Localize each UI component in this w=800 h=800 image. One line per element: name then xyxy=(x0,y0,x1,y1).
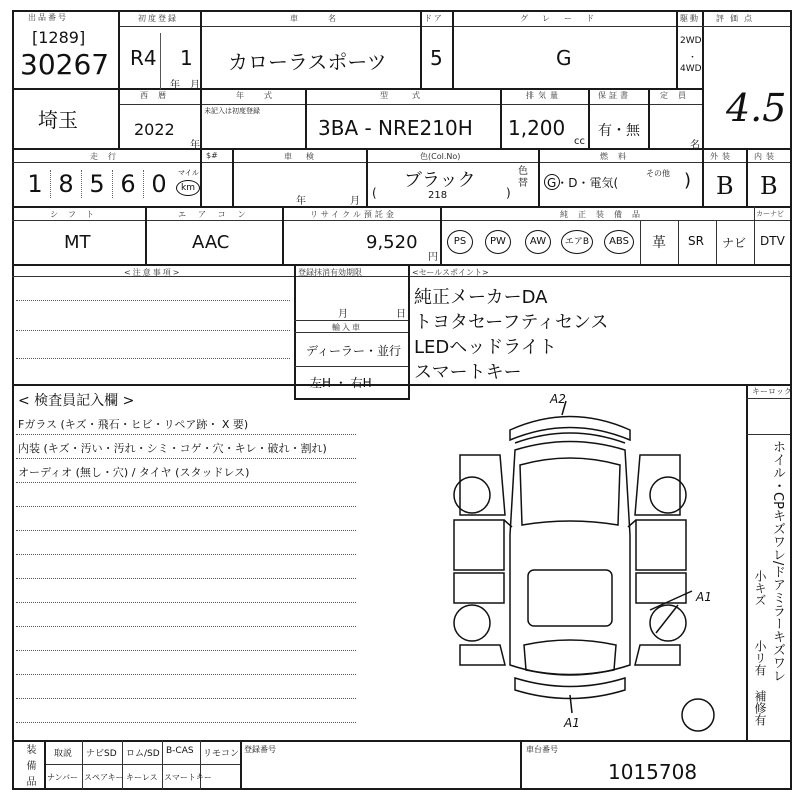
notice-line-2 xyxy=(16,330,290,331)
car-hood xyxy=(520,458,620,525)
exterior-label: 外装 xyxy=(710,152,734,161)
door-label: ドア xyxy=(424,14,444,23)
chassis-label: 車台番号 xyxy=(526,745,558,754)
first-reg-era: R4 xyxy=(130,46,157,70)
inspector-title: < 検査員記入欄 > xyxy=(18,393,135,409)
r3-v5 xyxy=(702,148,704,206)
equip-pw xyxy=(485,230,511,254)
footer-item: ナンバー xyxy=(47,773,79,782)
mileage-digit: 1 xyxy=(20,170,51,198)
frame-right xyxy=(790,10,792,790)
mid-box-line3 xyxy=(294,366,408,367)
diagram-mark-a1-right: A1 xyxy=(696,590,712,604)
year-label: 西暦 xyxy=(140,91,176,100)
footer-v1 xyxy=(44,740,46,790)
color-paren-open: ( xyxy=(372,186,377,200)
footer-item: キーレス xyxy=(126,773,158,782)
equip-navi: ナビ xyxy=(722,236,747,250)
model: 3BA - NRE210H xyxy=(318,116,473,140)
footer-v6 xyxy=(240,740,242,790)
footer-side-label: 装備品 xyxy=(24,744,35,792)
r1-v5 xyxy=(676,10,678,90)
capacity-label: 定員 xyxy=(660,91,696,100)
inspector-line-3: オーディオ (無し・穴) / タイヤ (スタッドレス) xyxy=(18,466,250,479)
equip-pw-text: PW xyxy=(490,236,506,247)
rating-header-line xyxy=(702,26,790,27)
chassis-no: 1015708 xyxy=(608,760,698,784)
wheel-rear-right xyxy=(650,605,686,641)
equip-ps-text: PS xyxy=(453,236,467,247)
right-rear-door xyxy=(636,573,686,603)
insp-dot-5 xyxy=(16,530,356,531)
r1-v2 xyxy=(200,10,202,90)
sales-point-4: スマートキー xyxy=(414,362,522,383)
notice-line-3 xyxy=(16,358,290,359)
km-circle xyxy=(176,180,200,196)
exhibit-label: 出品番号 xyxy=(28,13,68,22)
insp-dot-12 xyxy=(16,698,356,699)
front-bumper xyxy=(510,417,630,441)
row1-header-line xyxy=(120,26,702,27)
r4-v4 xyxy=(640,220,641,264)
mileage-digit: 8 xyxy=(51,170,82,198)
equip-sr: SR xyxy=(688,234,704,248)
frame-top xyxy=(12,10,792,12)
ac: AAC xyxy=(192,232,230,253)
mile-label: マイル xyxy=(178,169,199,177)
fuel: G・D・電気( xyxy=(547,176,619,190)
ac-label: エアコン xyxy=(178,210,258,219)
drive-dot: ・ xyxy=(688,53,698,63)
equipment-label: 純正装備品 xyxy=(560,210,650,219)
car-trunk xyxy=(524,640,616,675)
reg-no-label: 登録番号 xyxy=(244,745,276,754)
right-fender xyxy=(635,455,680,515)
right-front-door xyxy=(636,520,686,570)
r1-v4 xyxy=(452,10,454,90)
fuel-close: ) xyxy=(684,170,692,191)
r4-v3 xyxy=(440,206,442,264)
color: ブラック xyxy=(404,170,476,191)
equip-ps xyxy=(447,230,473,254)
grade: G xyxy=(556,46,572,70)
insp-dot-2 xyxy=(16,458,356,459)
diagram-mark-a2: A2 xyxy=(550,392,566,406)
footer-v7 xyxy=(520,740,522,790)
cc-unit: cc xyxy=(574,136,585,147)
displacement: 1,200 xyxy=(508,116,566,140)
shift: MT xyxy=(64,232,91,253)
r1-v3 xyxy=(420,10,422,90)
r3-v1 xyxy=(200,148,202,206)
km-label: km xyxy=(181,183,195,193)
footer-item: リモコン xyxy=(203,749,240,759)
inspector-line-2: 内装 (キズ・汚い・汚れ・シミ・コゲ・穴・キレ・破れ・割れ) xyxy=(18,442,327,455)
r2-v6 xyxy=(648,88,650,148)
right-quarter xyxy=(635,645,680,665)
reg-divider xyxy=(160,33,161,89)
year-unit: 年 xyxy=(170,80,180,91)
exterior-grade: B xyxy=(716,172,734,200)
rating-label: 評価点 xyxy=(716,14,758,23)
insp-dot-8 xyxy=(16,602,356,603)
frame-bottom xyxy=(12,788,792,790)
left-fender xyxy=(460,455,505,515)
footer-v4 xyxy=(162,740,163,790)
keylock-label: キーロック xyxy=(752,387,792,396)
notice-label: <注意事項> xyxy=(124,268,182,277)
equip-airbag xyxy=(561,230,593,254)
equip-aw-text: AW xyxy=(529,236,547,247)
expiry-month: 月 xyxy=(338,309,348,320)
insp-dot-6 xyxy=(16,554,356,555)
side-note-3: 小リ有 xyxy=(753,640,767,676)
r2-v4 xyxy=(500,88,502,148)
r1-v6 xyxy=(702,10,704,150)
row2-bottom xyxy=(12,148,790,150)
region: 埼玉 xyxy=(38,108,78,132)
r3-v6 xyxy=(746,148,748,206)
keylock-h xyxy=(746,398,790,399)
side-note-4: 補修有 xyxy=(753,690,767,726)
insp-dot-1 xyxy=(16,434,356,435)
color-change xyxy=(518,166,530,190)
shift-label: シフト xyxy=(50,210,104,219)
keylock-v xyxy=(746,384,748,742)
insp-dot-9 xyxy=(16,626,356,627)
rating: 4.5 xyxy=(726,86,787,130)
mileage-label: 走行 xyxy=(90,152,126,161)
inspector-line-1: Fガラス (キズ・飛石・ヒビ・リペア跡・ X 要) xyxy=(18,418,249,431)
damage-mark-slash xyxy=(656,605,678,633)
equip-leather: 革 xyxy=(652,235,666,251)
expiry-day: 日 xyxy=(396,309,406,320)
mid-box-line1 xyxy=(294,320,408,321)
sales-point-1: 純正メーカーDA xyxy=(414,287,548,308)
mileage-digit: 6 xyxy=(113,170,144,198)
footer-top xyxy=(12,740,790,742)
mid-box-bottom xyxy=(294,398,410,400)
insp-dot-10 xyxy=(16,650,356,651)
recycle-label: リサイクル預託金 xyxy=(310,210,397,219)
expiry-label: 登録抹消有効期限 xyxy=(298,268,362,277)
mid-v2 xyxy=(408,264,410,400)
sales-point-3: LEDヘッドライト xyxy=(414,337,557,358)
first-reg-label: 初度登録 xyxy=(138,14,178,23)
color-change-text: 色替 xyxy=(518,166,528,189)
r2-v1 xyxy=(118,88,120,148)
grade-label: グレード xyxy=(520,14,608,23)
car-damage-diagram xyxy=(420,395,720,735)
insp-year-unit: 年 xyxy=(296,196,306,207)
yen-unit: 円 xyxy=(428,252,438,263)
car-roof xyxy=(528,570,612,626)
insp-dot-13 xyxy=(16,722,356,723)
warranty: 有・無 xyxy=(598,123,640,139)
insp-dot-7 xyxy=(16,578,356,579)
interior-grade: B xyxy=(760,172,778,200)
insp-month-unit: 月 xyxy=(350,196,360,207)
car-name: カローラスポーツ xyxy=(228,50,387,74)
row2-header-line xyxy=(120,104,702,105)
left-rear-door xyxy=(454,573,504,603)
color-no: 218 xyxy=(428,190,448,201)
handle-value: 左H ・ 右H xyxy=(310,376,372,390)
mileage-digit: 0 xyxy=(151,170,167,198)
r4-v7 xyxy=(754,206,755,264)
left-quarter xyxy=(460,645,505,665)
notice-line-1 xyxy=(16,300,290,301)
lot-sub: [1289] xyxy=(32,28,86,47)
color-paren-close: ) xyxy=(506,186,511,200)
r2-v3 xyxy=(305,88,307,148)
r1-v1 xyxy=(118,10,120,90)
person-unit: 名 xyxy=(690,140,700,151)
r2-v2 xyxy=(200,88,202,148)
footer-item: スペアキー xyxy=(84,773,124,782)
left-front-door xyxy=(454,520,504,570)
insp-dot-3 xyxy=(16,482,356,483)
insp-dot-11 xyxy=(16,674,356,675)
mid-bottom xyxy=(12,384,790,386)
side-note-main: ホイル・CPキズワレ/ドアミラーキズワレ xyxy=(770,440,785,683)
keylock-h2 xyxy=(746,434,790,435)
diagram-mark-a1-bottom: A1 xyxy=(564,716,580,730)
equip-dtv: DTV xyxy=(760,234,785,248)
year-unit-2: 年 xyxy=(190,140,200,151)
mileage-digits xyxy=(20,170,174,198)
car-name-label: 車名 xyxy=(290,14,366,23)
damage-mark-a1-bottom xyxy=(570,695,572,713)
r3-v4 xyxy=(538,148,540,206)
footer-item: ナビSD xyxy=(86,749,117,759)
footer-v2 xyxy=(82,740,83,790)
insp-dot-4 xyxy=(16,506,356,507)
fuel-other: その他 xyxy=(646,169,670,178)
footer-item: ロム/SD xyxy=(126,749,160,759)
footer-item: スマートキー xyxy=(164,773,212,782)
drive-label: 駆動 xyxy=(680,14,700,23)
equip-aw xyxy=(525,230,551,254)
fuel-label: 燃料 xyxy=(600,152,636,161)
r4-v6 xyxy=(716,220,717,264)
model-year-label: 年式 xyxy=(236,91,292,100)
color-label: 色(Col.No) xyxy=(420,152,461,161)
row4-bottom xyxy=(12,264,790,266)
row4-header-line xyxy=(12,220,790,221)
r4-v5 xyxy=(678,220,679,264)
r2-v5 xyxy=(588,88,590,148)
model-year-note: 未記入は初度登録 xyxy=(204,107,260,115)
first-reg-month: 1 xyxy=(180,46,193,70)
footer-mid xyxy=(44,764,240,765)
equip-airbag-text: エアB xyxy=(564,237,590,247)
side-note-2: 小キズ xyxy=(753,570,767,606)
footer-item: B-CAS xyxy=(166,746,194,756)
sales-label: <セールスポイント> xyxy=(412,268,489,277)
footer-item: 取説 xyxy=(54,749,73,759)
lot-number: 30267 xyxy=(20,48,110,81)
import-value: ディーラー・並行 xyxy=(306,344,402,358)
drive-4wd: 4WD xyxy=(680,64,702,74)
carnavi-label: カーナビ xyxy=(756,210,784,218)
r3-v2 xyxy=(232,148,234,206)
r3-v3 xyxy=(366,148,368,206)
recycle: 9,520 xyxy=(366,232,418,253)
doors: 5 xyxy=(430,46,443,70)
spare-tire xyxy=(682,699,714,731)
mileage-digit: 5 xyxy=(82,170,113,198)
equip-abs-text: ABS xyxy=(609,236,629,247)
interior-label: 内装 xyxy=(754,152,778,161)
month-unit: 月 xyxy=(190,80,200,91)
r4-v1 xyxy=(145,206,147,264)
equip-abs xyxy=(604,230,634,254)
import-label: 輸入車 xyxy=(332,323,362,332)
row3-bottom xyxy=(12,206,790,208)
history-label: $# xyxy=(206,151,218,160)
inspection-label: 車検 xyxy=(284,152,328,161)
wheel-rear-left xyxy=(454,605,490,641)
r4-v2 xyxy=(282,206,284,264)
row3-header-line xyxy=(12,162,790,163)
drive-2wd: 2WD xyxy=(680,36,702,46)
frame-left xyxy=(12,10,14,790)
model-label: 型式 xyxy=(380,91,444,100)
sales-point-2: トヨタセーフティセンス xyxy=(414,312,609,333)
displacement-label: 排気量 xyxy=(526,91,562,100)
year: 2022 xyxy=(134,120,175,139)
warranty-label: 保証書 xyxy=(598,91,631,100)
